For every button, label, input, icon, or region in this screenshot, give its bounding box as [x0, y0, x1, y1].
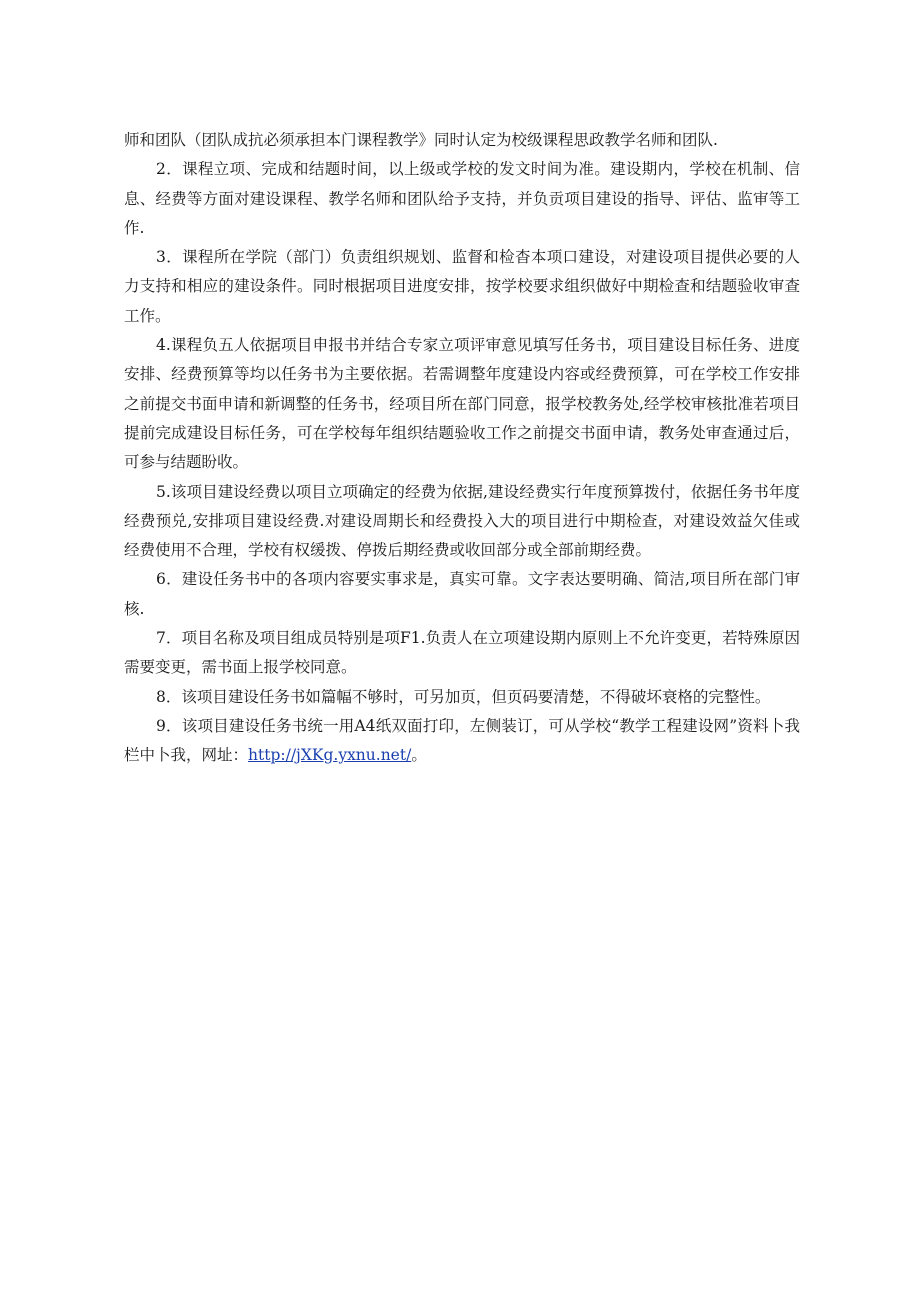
item-2-paragraph: 2．课程立项、完成和结题时间，以上级或学校的发文时间为准。建设期内，学校在机制、信息、经费等方面对建设课程、教学名师和团队给予支持，并负贡项目建设的指导、评估、监审等工作.	[124, 160, 800, 237]
item-6-paragraph: 6．建设任务书中的各项内容要实事求是，真实可靠。文字表达要明确、简洁,项目所在部门审核.	[124, 570, 800, 618]
continuation-paragraph: 师和团队（团队成抗必须承担本门课程教学》同时认定为校级课程思政教学名师和团队.	[124, 131, 718, 149]
item-9-end: 。	[411, 746, 427, 765]
document-body	[124, 126, 800, 771]
website-link[interactable]: http://jXKg.yxnu.net/	[248, 746, 412, 765]
item-5-paragraph: 5.该项目建设经费以项目立项确定的经费为依据,建设经费实行年度预算拨付，依据任务书年度经费预兑,安排项目建设经费.对建设周期长和经费投入大的项目进行中期检查，对建设效益欠佳或经费使用不合理，学校有权缓拨、停拨后期经费或收回部分或全部前期经费。	[124, 482, 800, 560]
item-9-text: 9．该项目建设任务书统一用A4纸双面打印，左侧装订，可从学校“教学工程建设网”资料卜我栏中卜我，网址：	[124, 716, 800, 765]
item-3-paragraph: 3．课程所在学院（部门）负责组织规划、监督和检杳本项口建设，对建设项目提供必要的人力支持和相应的建设条件。同时根据项目进度安排，按学校要求组织做好中期检查和结题验收审查工作。	[124, 248, 800, 325]
item-9-paragraph	[124, 712, 800, 771]
item-7-paragraph: 7．项目名称及项目组成员特别是项F1.负责人在立项建设期内原则上不允许变更，若特殊原因需要变更，需书面上报学校同意。	[124, 629, 800, 677]
item-4-paragraph: 4.课程负五人依据项目申报书并结合专家立项评审意见填写任务书，项目建设目标任务、进度安排、经费预算等均以任务书为主要依据。若需调整年度建设内容或经费预算，可在学校工作安排之前提交书面申请和新调整的任务书，经项目所在部门同意，报学校教务处,经学校审核批准若项目提前完成建设目标任务，可在学校每年组织结题验收工作之前提交书面申请，教务处审查通过后，可参与结题盼收。	[124, 336, 800, 472]
item-8-paragraph: 8．该项目建设任务书如篇幅不够时，可另加页，但页码要清楚，不得破坏衰格的完整性。	[156, 687, 771, 706]
